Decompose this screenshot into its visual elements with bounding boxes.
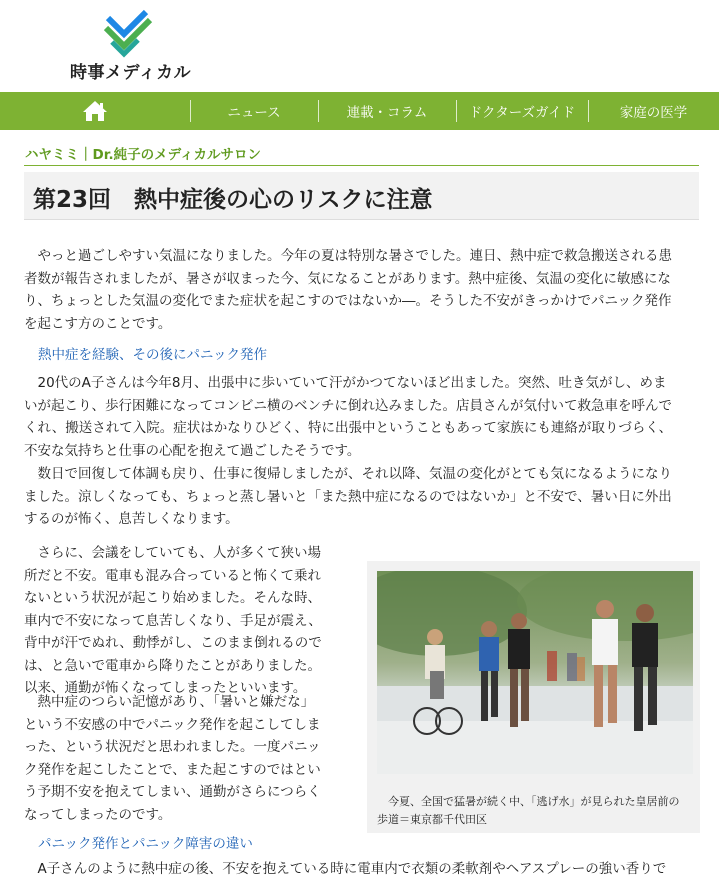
logo-text: 時事メディカル	[70, 63, 192, 83]
text-line: 数日で回復して体調も戻り、仕事に復帰しましたが、それ以降、気温の変化がとても気になるようになり	[24, 466, 672, 482]
text-line: ないという状況が起こり始めました。そんな時、	[24, 590, 321, 606]
main-nav	[0, 92, 719, 130]
text-line: くれ、搬送されて入院。症状はかなりひどく、特に出張中ということもあって家族にも連絡が取りづらく、	[24, 420, 673, 436]
paragraph-5	[24, 691, 321, 826]
text-line: り、ちょっとした気温の変化でまた症状を起こすのではないか―。そうした不安がきっかけでパニック発作	[24, 293, 672, 309]
subheading-1: 熱中症を経験、その後にパニック発作	[38, 347, 267, 363]
paragraph-4	[24, 542, 322, 700]
article-photo	[377, 571, 693, 774]
text-line: った、という状況だと思われました。一度パニッ	[24, 739, 321, 755]
nav-family-medicine[interactable]: 家庭の医学	[588, 92, 719, 130]
text-line: いが起こり、歩行困難になってコンビニ横のベンチに倒れ込みました。店員さんが気付いて救急車を呼んで	[24, 397, 672, 414]
text-line: 以来、通勤が怖くなってしまったといいます。	[24, 680, 307, 696]
text-line: 不安な気持ちと仕事の心配を抱えて過ごしたそうです。	[24, 442, 361, 459]
paragraph-1	[24, 245, 672, 335]
nav-doctors-guide[interactable]: ドクターズガイド	[456, 92, 588, 130]
home-icon	[82, 100, 108, 122]
text-line: を起こす方のことです。	[24, 315, 172, 332]
article-title: 第23回 熱中症後の心のリスクに注意	[33, 187, 433, 213]
site-logo[interactable]	[70, 8, 230, 83]
caption-line: 今夏、全国で猛暑が続く中、「逃げ水」が見られた皇居前の	[377, 795, 680, 808]
nav-home[interactable]	[0, 92, 190, 130]
runners-photo-image	[377, 571, 693, 774]
logo-mark-icon	[102, 8, 154, 58]
text-line: 者数が報告されましたが、暑さが収まった今、気になることがあります。熱中症後、気温の変化に敏感にな	[24, 270, 671, 287]
paragraph-3	[24, 463, 672, 531]
nav-news[interactable]: ニュース	[190, 92, 318, 130]
paragraph-6	[24, 858, 666, 881]
photo-caption	[377, 793, 693, 829]
text-line: A子さんのように熱中症の後、不安を抱えている時に電車内で衣類の柔軟剤やヘアスプレーの強い香りで	[24, 861, 667, 877]
text-line: なってしまったのです。	[24, 806, 172, 823]
subheading-2: パニック発作とパニック障害の違い	[38, 836, 253, 852]
text-line: 背中が汗でぬれ、動悸がし、このまま倒れるので	[24, 635, 322, 651]
divider	[24, 165, 699, 166]
text-line: う予期不安を抱えてしまい、通勤がさらにつらく	[24, 784, 321, 800]
caption-line: 歩道＝東京都千代田区	[377, 813, 487, 826]
series-label[interactable]: ハヤミミ｜Dr.純子のメディカルサロン	[25, 147, 261, 163]
text-line: するのが怖く、息苦しくなります。	[24, 511, 239, 527]
text-line: という不安感の中でパニック発作を起こしてしま	[24, 716, 321, 733]
text-line: さらに、会議をしていても、人が多くて狭い場	[24, 545, 321, 561]
text-line: やっと過ごしやすい気温になりました。今年の夏は特別な暑さでした。連日、熱中症で救急搬送される患	[24, 248, 672, 264]
text-line: 車内で不安になって息苦しくなり、手足が震え、	[24, 612, 322, 629]
paragraph-2	[24, 372, 672, 462]
text-line: 所だと不安。電車も混み合っていると怖くて乗れ	[24, 567, 321, 584]
text-line: は、と急いで電車から降りたことがありました。	[24, 657, 321, 674]
nav-column[interactable]: 連載・コラム	[318, 92, 456, 130]
text-line: 熱中症のつらい記憶があり、「暑いと嫌だな」	[24, 694, 315, 710]
text-line: 20代のA子さんは今年8月、出張中に歩いていて汗がかつてないほど出ました。突然、吐き気がし、めま	[24, 375, 667, 391]
text-line: ク発作を起こしたことで、また起こすのではとい	[24, 761, 321, 778]
text-line: ました。涼しくなっても、ちょっと蒸し暑いと「また熱中症になるのではないか」と不安で、暑い日に外出	[24, 488, 672, 505]
